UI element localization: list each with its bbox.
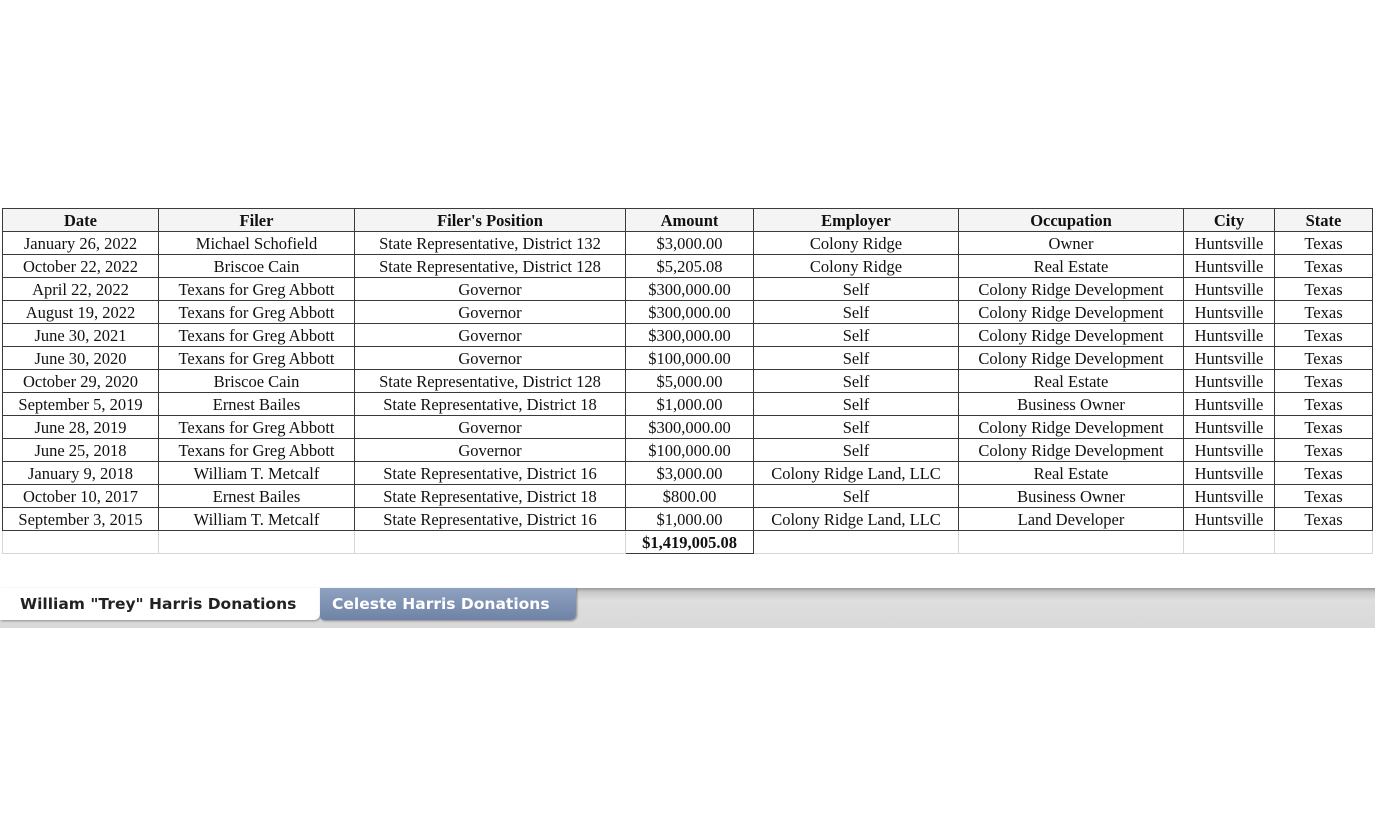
cell-state[interactable]: Texas	[1275, 462, 1373, 485]
cell-occupation[interactable]: Colony Ridge Development	[959, 324, 1184, 347]
cell-employer[interactable]: Self	[754, 393, 959, 416]
cell-employer[interactable]: Colony Ridge	[754, 255, 959, 278]
table-cell[interactable]	[1275, 531, 1373, 554]
table-row	[3, 324, 1373, 347]
cell-employer[interactable]: Self	[754, 301, 959, 324]
tab-celeste-harris-donations[interactable]: Celeste Harris Donations	[320, 588, 576, 620]
cell-city[interactable]: Huntsville	[1184, 255, 1275, 278]
cell-state[interactable]: Texas	[1275, 278, 1373, 301]
cell-amount[interactable]: $1,000.00	[626, 393, 754, 416]
table-row	[3, 347, 1373, 370]
header-filer[interactable]: Filer	[159, 209, 355, 232]
cell-employer[interactable]: Colony Ridge	[754, 232, 959, 255]
cell-employer[interactable]: Self	[754, 370, 959, 393]
cell-date[interactable]: June 30, 2021	[3, 324, 159, 347]
cell-filer-position[interactable]: State Representative, District 16	[355, 508, 626, 531]
cell-filer[interactable]: Michael Schofield	[159, 232, 355, 255]
table-cell[interactable]	[959, 531, 1184, 554]
cell-date[interactable]: January 9, 2018	[3, 462, 159, 485]
table-row	[3, 439, 1373, 462]
table-cell[interactable]	[1184, 531, 1275, 554]
cell-occupation[interactable]: Real Estate	[959, 370, 1184, 393]
cell-employer[interactable]: Self	[754, 485, 959, 508]
cell-occupation[interactable]: Real Estate	[959, 462, 1184, 485]
table-cell[interactable]	[754, 531, 959, 554]
total-row	[3, 531, 1373, 554]
cell-state[interactable]: Texas	[1275, 508, 1373, 531]
cell-amount[interactable]: $300,000.00	[626, 416, 754, 439]
cell-date[interactable]: September 3, 2015	[3, 508, 159, 531]
header-date[interactable]: Date	[3, 209, 159, 232]
table-row	[3, 301, 1373, 324]
cell-occupation[interactable]: Business Owner	[959, 393, 1184, 416]
cell-filer-position[interactable]: Governor	[355, 439, 626, 462]
header-amount[interactable]: Amount	[626, 209, 754, 232]
cell-filer[interactable]: William T. Metcalf	[159, 508, 355, 531]
table-row	[3, 370, 1373, 393]
cell-employer[interactable]: Self	[754, 439, 959, 462]
cell-amount[interactable]: $100,000.00	[626, 439, 754, 462]
cell-filer[interactable]: Texans for Greg Abbott	[159, 278, 355, 301]
cell-filer[interactable]: Ernest Bailes	[159, 393, 355, 416]
cell-amount[interactable]: $100,000.00	[626, 347, 754, 370]
cell-employer[interactable]: Colony Ridge Land, LLC	[754, 508, 959, 531]
cell-employer[interactable]: Self	[754, 278, 959, 301]
cell-filer[interactable]: Texans for Greg Abbott	[159, 416, 355, 439]
cell-occupation[interactable]: Colony Ridge Development	[959, 416, 1184, 439]
cell-city[interactable]: Huntsville	[1184, 462, 1275, 485]
cell-amount[interactable]: $300,000.00	[626, 324, 754, 347]
cell-date[interactable]: October 22, 2022	[3, 255, 159, 278]
cell-filer[interactable]: William T. Metcalf	[159, 462, 355, 485]
header-filer-position[interactable]: Filer's Position	[355, 209, 626, 232]
cell-date[interactable]: June 30, 2020	[3, 347, 159, 370]
header-occupation[interactable]: Occupation	[959, 209, 1184, 232]
cell-state[interactable]: Texas	[1275, 370, 1373, 393]
table-row	[3, 232, 1373, 255]
cell-employer[interactable]: Colony Ridge Land, LLC	[754, 462, 959, 485]
cell-occupation[interactable]: Colony Ridge Development	[959, 347, 1184, 370]
cell-filer[interactable]: Briscoe Cain	[159, 370, 355, 393]
cell-amount[interactable]: $3,000.00	[626, 232, 754, 255]
cell-filer-position[interactable]: Governor	[355, 301, 626, 324]
table-cell[interactable]	[3, 531, 159, 554]
cell-city[interactable]: Huntsville	[1184, 416, 1275, 439]
cell-filer-position[interactable]: State Representative, District 128	[355, 255, 626, 278]
table-row	[3, 485, 1373, 508]
cell-filer-position[interactable]: State Representative, District 128	[355, 370, 626, 393]
total-amount-cell[interactable]: $1,419,005.08	[626, 531, 754, 554]
cell-filer-position[interactable]: Governor	[355, 347, 626, 370]
cell-date[interactable]: September 5, 2019	[3, 393, 159, 416]
tab-william-trey-harris-donations[interactable]: William "Trey" Harris Donations	[0, 588, 320, 620]
cell-employer[interactable]: Self	[754, 416, 959, 439]
cell-state[interactable]: Texas	[1275, 232, 1373, 255]
cell-state[interactable]: Texas	[1275, 301, 1373, 324]
cell-amount[interactable]: $1,000.00	[626, 508, 754, 531]
cell-occupation[interactable]: Land Developer	[959, 508, 1184, 531]
cell-occupation[interactable]: Business Owner	[959, 485, 1184, 508]
cell-employer[interactable]: Self	[754, 347, 959, 370]
cell-city[interactable]: Huntsville	[1184, 370, 1275, 393]
table-row	[3, 278, 1373, 301]
cell-state[interactable]: Texas	[1275, 347, 1373, 370]
cell-occupation[interactable]: Colony Ridge Development	[959, 439, 1184, 462]
cell-date[interactable]: October 10, 2017	[3, 485, 159, 508]
table-body	[3, 232, 1373, 554]
cell-occupation[interactable]: Colony Ridge Development	[959, 278, 1184, 301]
cell-filer-position[interactable]: Governor	[355, 278, 626, 301]
cell-filer[interactable]: Texans for Greg Abbott	[159, 324, 355, 347]
table-cell[interactable]	[355, 531, 626, 554]
cell-city[interactable]: Huntsville	[1184, 232, 1275, 255]
cell-city[interactable]: Huntsville	[1184, 324, 1275, 347]
table-row	[3, 393, 1373, 416]
cell-amount[interactable]: $800.00	[626, 485, 754, 508]
cell-amount[interactable]: $5,205.08	[626, 255, 754, 278]
cell-date[interactable]: June 28, 2019	[3, 416, 159, 439]
cell-state[interactable]: Texas	[1275, 255, 1373, 278]
table-row	[3, 255, 1373, 278]
cell-date[interactable]: June 25, 2018	[3, 439, 159, 462]
cell-filer[interactable]: Texans for Greg Abbott	[159, 347, 355, 370]
cell-date[interactable]: August 19, 2022	[3, 301, 159, 324]
cell-filer[interactable]: Briscoe Cain	[159, 255, 355, 278]
cell-filer-position[interactable]: State Representative, District 18	[355, 485, 626, 508]
cell-filer-position[interactable]: Governor	[355, 416, 626, 439]
cell-city[interactable]: Huntsville	[1184, 301, 1275, 324]
table-row	[3, 508, 1373, 531]
table-row	[3, 462, 1373, 485]
cell-occupation[interactable]: Real Estate	[959, 255, 1184, 278]
cell-amount[interactable]: $300,000.00	[626, 301, 754, 324]
cell-state[interactable]: Texas	[1275, 393, 1373, 416]
header-employer[interactable]: Employer	[754, 209, 959, 232]
cell-filer-position[interactable]: State Representative, District 18	[355, 393, 626, 416]
cell-city[interactable]: Huntsville	[1184, 278, 1275, 301]
cell-state[interactable]: Texas	[1275, 324, 1373, 347]
cell-amount[interactable]: $300,000.00	[626, 278, 754, 301]
table-cell[interactable]	[159, 531, 355, 554]
cell-state[interactable]: Texas	[1275, 439, 1373, 462]
cell-amount[interactable]: $5,000.00	[626, 370, 754, 393]
cell-city[interactable]: Huntsville	[1184, 393, 1275, 416]
cell-city[interactable]: Huntsville	[1184, 347, 1275, 370]
cell-state[interactable]: Texas	[1275, 416, 1373, 439]
cell-city[interactable]: Huntsville	[1184, 439, 1275, 462]
cell-city[interactable]: Huntsville	[1184, 508, 1275, 531]
header-city[interactable]: City	[1184, 209, 1275, 232]
cell-filer[interactable]: Texans for Greg Abbott	[159, 439, 355, 462]
cell-date[interactable]: April 22, 2022	[3, 278, 159, 301]
cell-filer-position[interactable]: Governor	[355, 324, 626, 347]
cell-occupation[interactable]: Owner	[959, 232, 1184, 255]
cell-state[interactable]: Texas	[1275, 485, 1373, 508]
cell-occupation[interactable]: Colony Ridge Development	[959, 301, 1184, 324]
donations-table	[2, 208, 1373, 554]
cell-amount[interactable]: $3,000.00	[626, 462, 754, 485]
cell-filer[interactable]: Texans for Greg Abbott	[159, 301, 355, 324]
cell-filer-position[interactable]: State Representative, District 16	[355, 462, 626, 485]
cell-employer[interactable]: Self	[754, 324, 959, 347]
sheet-tab-bar	[0, 588, 1375, 628]
cell-filer-position[interactable]: State Representative, District 132	[355, 232, 626, 255]
table-row	[3, 416, 1373, 439]
cell-date[interactable]: October 29, 2020	[3, 370, 159, 393]
cell-city[interactable]: Huntsville	[1184, 485, 1275, 508]
header-state[interactable]: State	[1275, 209, 1373, 232]
cell-date[interactable]: January 26, 2022	[3, 232, 159, 255]
header-row	[3, 209, 1373, 232]
cell-filer[interactable]: Ernest Bailes	[159, 485, 355, 508]
